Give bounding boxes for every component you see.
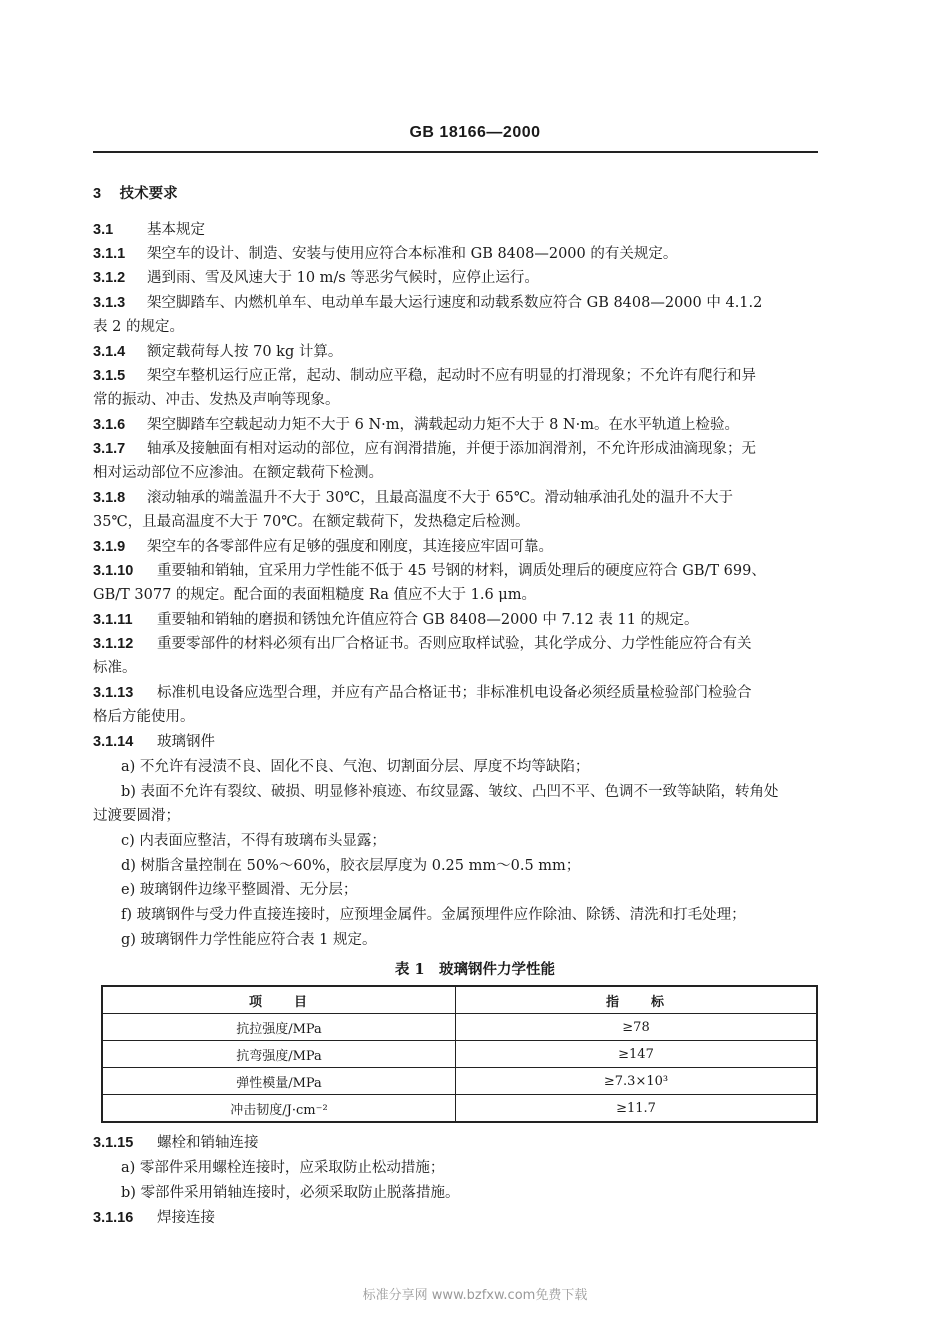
clause-continuation: 35℃，且最高温度不大于 70℃。在额定载荷下，发热稳定后检测。	[93, 514, 530, 530]
table-row	[102, 1068, 817, 1095]
clause-number: 3.1.9	[93, 539, 126, 555]
clause-text: 重要轴和销轴的磨损和锈蚀允许值应符合 GB 8408—2000 中 7.12 表 11 的规定。	[157, 612, 699, 628]
clause-text: 玻璃钢件	[157, 734, 215, 750]
section-title: 技术要求	[119, 186, 178, 202]
table-row	[102, 1014, 817, 1041]
watermark-footer: 标准分享网 www.bzfxw.com免费下载	[362, 1288, 588, 1303]
list-item: e) 玻璃钢件边缘平整圆滑、无分层；	[121, 882, 358, 898]
list-item: b) 零部件采用销轴连接时，必须采取防止脱落措施。	[121, 1185, 460, 1201]
clause-3-1-16	[93, 1208, 818, 1228]
list-item: g) 玻璃钢件力学性能应符合表 1 规定。	[121, 932, 377, 948]
clause-text: 重要轴和销轴，宜采用力学性能不低于 45 号钢的材料，调质处理后的硬度应符合 GB/T 699、	[157, 563, 766, 579]
list-item: c) 内表面应整洁，不得有玻璃布头显露；	[121, 833, 386, 849]
clause-number: 3.1.5	[93, 368, 126, 384]
clause-number: 3.1.16	[93, 1210, 134, 1226]
clause-number: 3.1.11	[93, 612, 133, 628]
clause-3-1-4	[93, 342, 818, 362]
clause-3-1-7	[93, 439, 818, 459]
table-header-row	[102, 986, 817, 1014]
clause-3-1-9	[93, 537, 818, 557]
clause-text: 架空车的设计、制造、安装与使用应符合本标准和 GB 8408—2000 的有关规定。	[147, 246, 678, 262]
table-cell-value: ≥147	[456, 1041, 818, 1068]
clause-3-1-11	[93, 610, 818, 630]
clause-text: 轴承及接触面有相对运动的部位，应有润滑措施，并便于添加润滑剂，不允许形成油滴现象；无	[147, 441, 756, 457]
list-item: b) 表面不允许有裂纹、破损、明显修补痕迹、布纹显露、皱纹、凸凹不平、色调不一致等缺陷，转角处	[121, 784, 779, 800]
table-cell-item: 抗弯强度/MPa	[102, 1041, 456, 1068]
clause-number: 3.1.13	[93, 685, 134, 701]
clause-continuation: 常的振动、冲击、发热及声响等现象。	[93, 392, 340, 408]
clause-number: 3.1.14	[93, 734, 134, 750]
section-heading	[93, 184, 818, 204]
clause-3-1-8	[93, 488, 818, 508]
properties-table	[101, 985, 818, 1123]
clause-3-1-2	[93, 268, 818, 288]
table-cell-item: 冲击韧度/J·cm⁻²	[102, 1095, 456, 1123]
table-row	[102, 1095, 817, 1123]
clause-text: 架空脚踏车空载起动力矩不大于 6 N·m，满载起动力矩不大于 8 N·m。在水平轨道上检验。	[147, 417, 739, 433]
table-cell-item: 弹性模量/MPa	[102, 1068, 456, 1095]
list-item: d) 树脂含量控制在 50%～60%，胶衣层厚度为 0.25 mm～0.5 mm；	[121, 858, 581, 874]
clause-number: 3.1.3	[93, 295, 126, 311]
clause-number: 3.1	[93, 222, 114, 238]
clause-3-1-5	[93, 366, 818, 386]
clause-3-1-14	[93, 732, 818, 752]
list-item-continuation: 过渡要圆滑；	[93, 808, 180, 824]
clause-number: 3.1.1	[93, 246, 126, 262]
header-rule	[93, 151, 818, 153]
table-cell-item: 抗拉强度/MPa	[102, 1014, 456, 1041]
clause-number: 3.1.4	[93, 344, 126, 360]
clause-continuation: 格后方能使用。	[93, 709, 195, 725]
clause-3-1-1	[93, 244, 818, 264]
clause-3-1-6	[93, 415, 818, 435]
clause-3-1-15	[93, 1133, 818, 1153]
clause-text: 焊接连接	[157, 1210, 215, 1226]
clause-text: 架空车整机运行应正常，起动、制动应平稳，起动时不应有明显的打滑现象；不允许有爬行和异	[147, 368, 756, 384]
clause-text: 额定载荷每人按 70 kg 计算。	[147, 344, 343, 360]
clause-text: 架空车的各零部件应有足够的强度和刚度，其连接应牢固可靠。	[147, 539, 553, 555]
clause-number: 3.1.8	[93, 490, 126, 506]
list-item: a) 不允许有浸渍不良、固化不良、气泡、切割面分层、厚度不均等缺陷；	[121, 759, 590, 775]
clause-text: 螺栓和销轴连接	[157, 1135, 259, 1151]
clause-number: 3.1.10	[93, 563, 134, 579]
table-caption: 表 1 玻璃钢件力学性能	[394, 961, 556, 978]
clause-3-1-10	[93, 561, 818, 581]
clause-3-1-12	[93, 634, 818, 654]
section-number: 3	[93, 186, 102, 202]
clause-number: 3.1.12	[93, 636, 134, 652]
clause-3-1-3	[93, 293, 818, 313]
clause-number: 3.1.15	[93, 1135, 134, 1151]
table-header-value: 指 标	[456, 986, 818, 1014]
clause-continuation: 标准。	[93, 660, 137, 676]
table-row	[102, 1041, 817, 1068]
clause-number: 3.1.7	[93, 441, 126, 457]
clause-text: 滚动轴承的端盖温升不大于 30℃，且最高温度不大于 65℃。滑动轴承油孔处的温升不大于	[147, 490, 734, 506]
table-cell-value: ≥78	[456, 1014, 818, 1041]
table-header-item: 项 目	[102, 986, 456, 1014]
clause-3-1-13	[93, 683, 818, 703]
clause-text: 基本规定	[147, 222, 205, 238]
clause-text: 重要零部件的材料必须有出厂合格证书。否则应取样试验，其化学成分、力学性能应符合有关	[157, 636, 752, 652]
table-cell-value: ≥7.3×10³	[456, 1068, 818, 1095]
page-header: GB 18166—2000	[409, 124, 541, 141]
clause-continuation: 表 2 的规定。	[93, 319, 184, 335]
clause-3-1	[93, 220, 818, 240]
clause-number: 3.1.2	[93, 270, 126, 286]
clause-continuation: GB/T 3077 的规定。配合面的表面粗糙度 Ra 值应不大于 1.6 μm。	[93, 587, 536, 603]
clause-text: 架空脚踏车、内燃机单车、电动单车最大运行速度和动载系数应符合 GB 8408—2000 中 4.1.2	[147, 295, 763, 311]
clause-number: 3.1.6	[93, 417, 126, 433]
list-item: f) 玻璃钢件与受力件直接连接时，应预埋金属件。金属预埋件应作除油、除锈、清洗和打毛处理；	[121, 907, 746, 923]
clause-text: 标准机电设备应选型合理，并应有产品合格证书；非标准机电设备必须经质量检验部门检验合	[157, 685, 752, 701]
list-item: a) 零部件采用螺栓连接时，应采取防止松动措施；	[121, 1160, 445, 1176]
table-cell-value: ≥11.7	[456, 1095, 818, 1123]
clause-text: 遇到雨、雪及风速大于 10 m/s 等恶劣气候时，应停止运行。	[147, 270, 539, 286]
clause-continuation: 相对运动部位不应渗油。在额定载荷下检测。	[93, 465, 383, 481]
